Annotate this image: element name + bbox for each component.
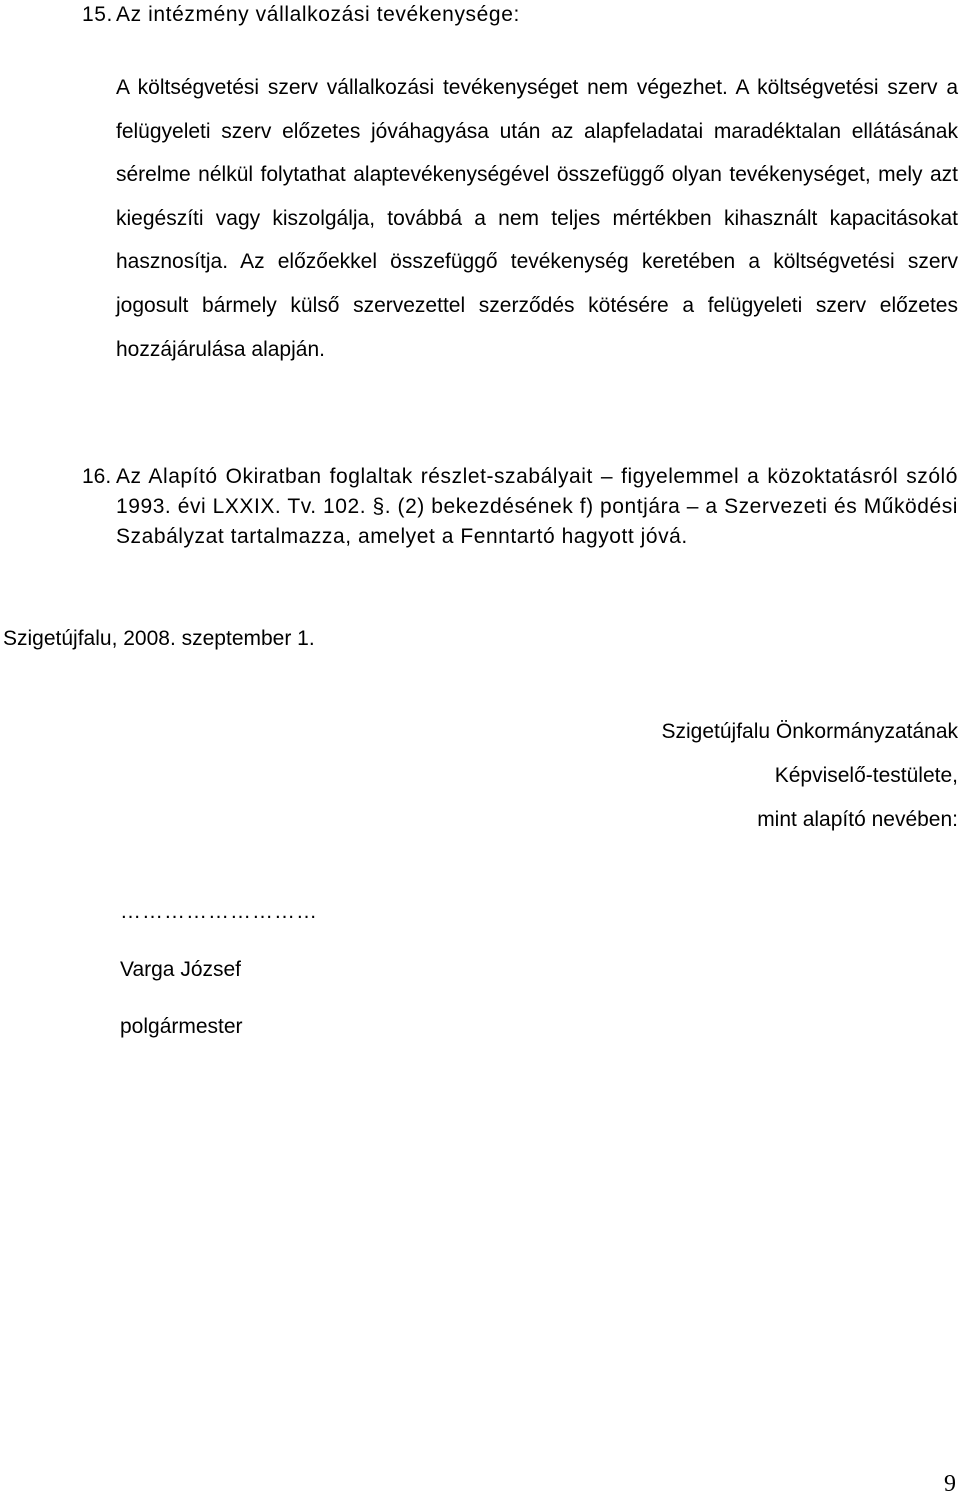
section-15-heading <box>82 3 942 27</box>
signatory-line-1: Szigetújfalu Önkormányzatának <box>661 720 958 743</box>
signatory-line-2: Képviselő-testülete, <box>774 764 958 787</box>
signer-title: polgármester <box>120 1015 243 1038</box>
section-16 <box>82 462 958 552</box>
signatory-line-3: mint alapító nevében: <box>757 808 958 831</box>
signature-line: ……………………… <box>120 900 318 923</box>
section-16-number: 16. <box>82 465 112 488</box>
section-15-paragraph: A költségvetési szerv vállalkozási tevékenységet nem végezhet. A költségvetési szerv a felügyeleti szerv előzetes jóváhagyása után az alapfeladatai maradéktalan ellátásának sérelme nélkül folytathat alaptevékenységével összefüggő olyan tevékenységet, mely azt kiegészíti vagy kiszolgálja, továbbá a nem teljes mértékben kihasznált kapacitásokat hasznosítja. Az előzőekkel összefüggő tevékenység keretében a költségvetési szerv jogosult bármely külső szervezettel szerződés kötésére a felügyeleti szerv előzetes hozzájárulása alapján. <box>116 76 958 361</box>
signer-name: Varga József <box>120 958 242 981</box>
section-16-text: Az Alapító Okiratban foglaltak részlet-szabályait – figyelemmel a közoktatásról szóló 1993. évi LXXIX. Tv. 102. §. (2) bekezdésének f) pontjára – a Szervezeti és Működési Szabályzat tartalmazza, amelyet a Fenntartó hagyott jóvá. <box>116 465 958 548</box>
section-15-number: 15. <box>82 3 113 26</box>
signatory-block <box>662 710 959 842</box>
page-number: 9 <box>944 1471 956 1497</box>
section-15-title: Az intézmény vállalkozási tevékenysége: <box>116 3 520 26</box>
place-and-date: Szigetújfalu, 2008. szeptember 1. <box>3 627 315 650</box>
